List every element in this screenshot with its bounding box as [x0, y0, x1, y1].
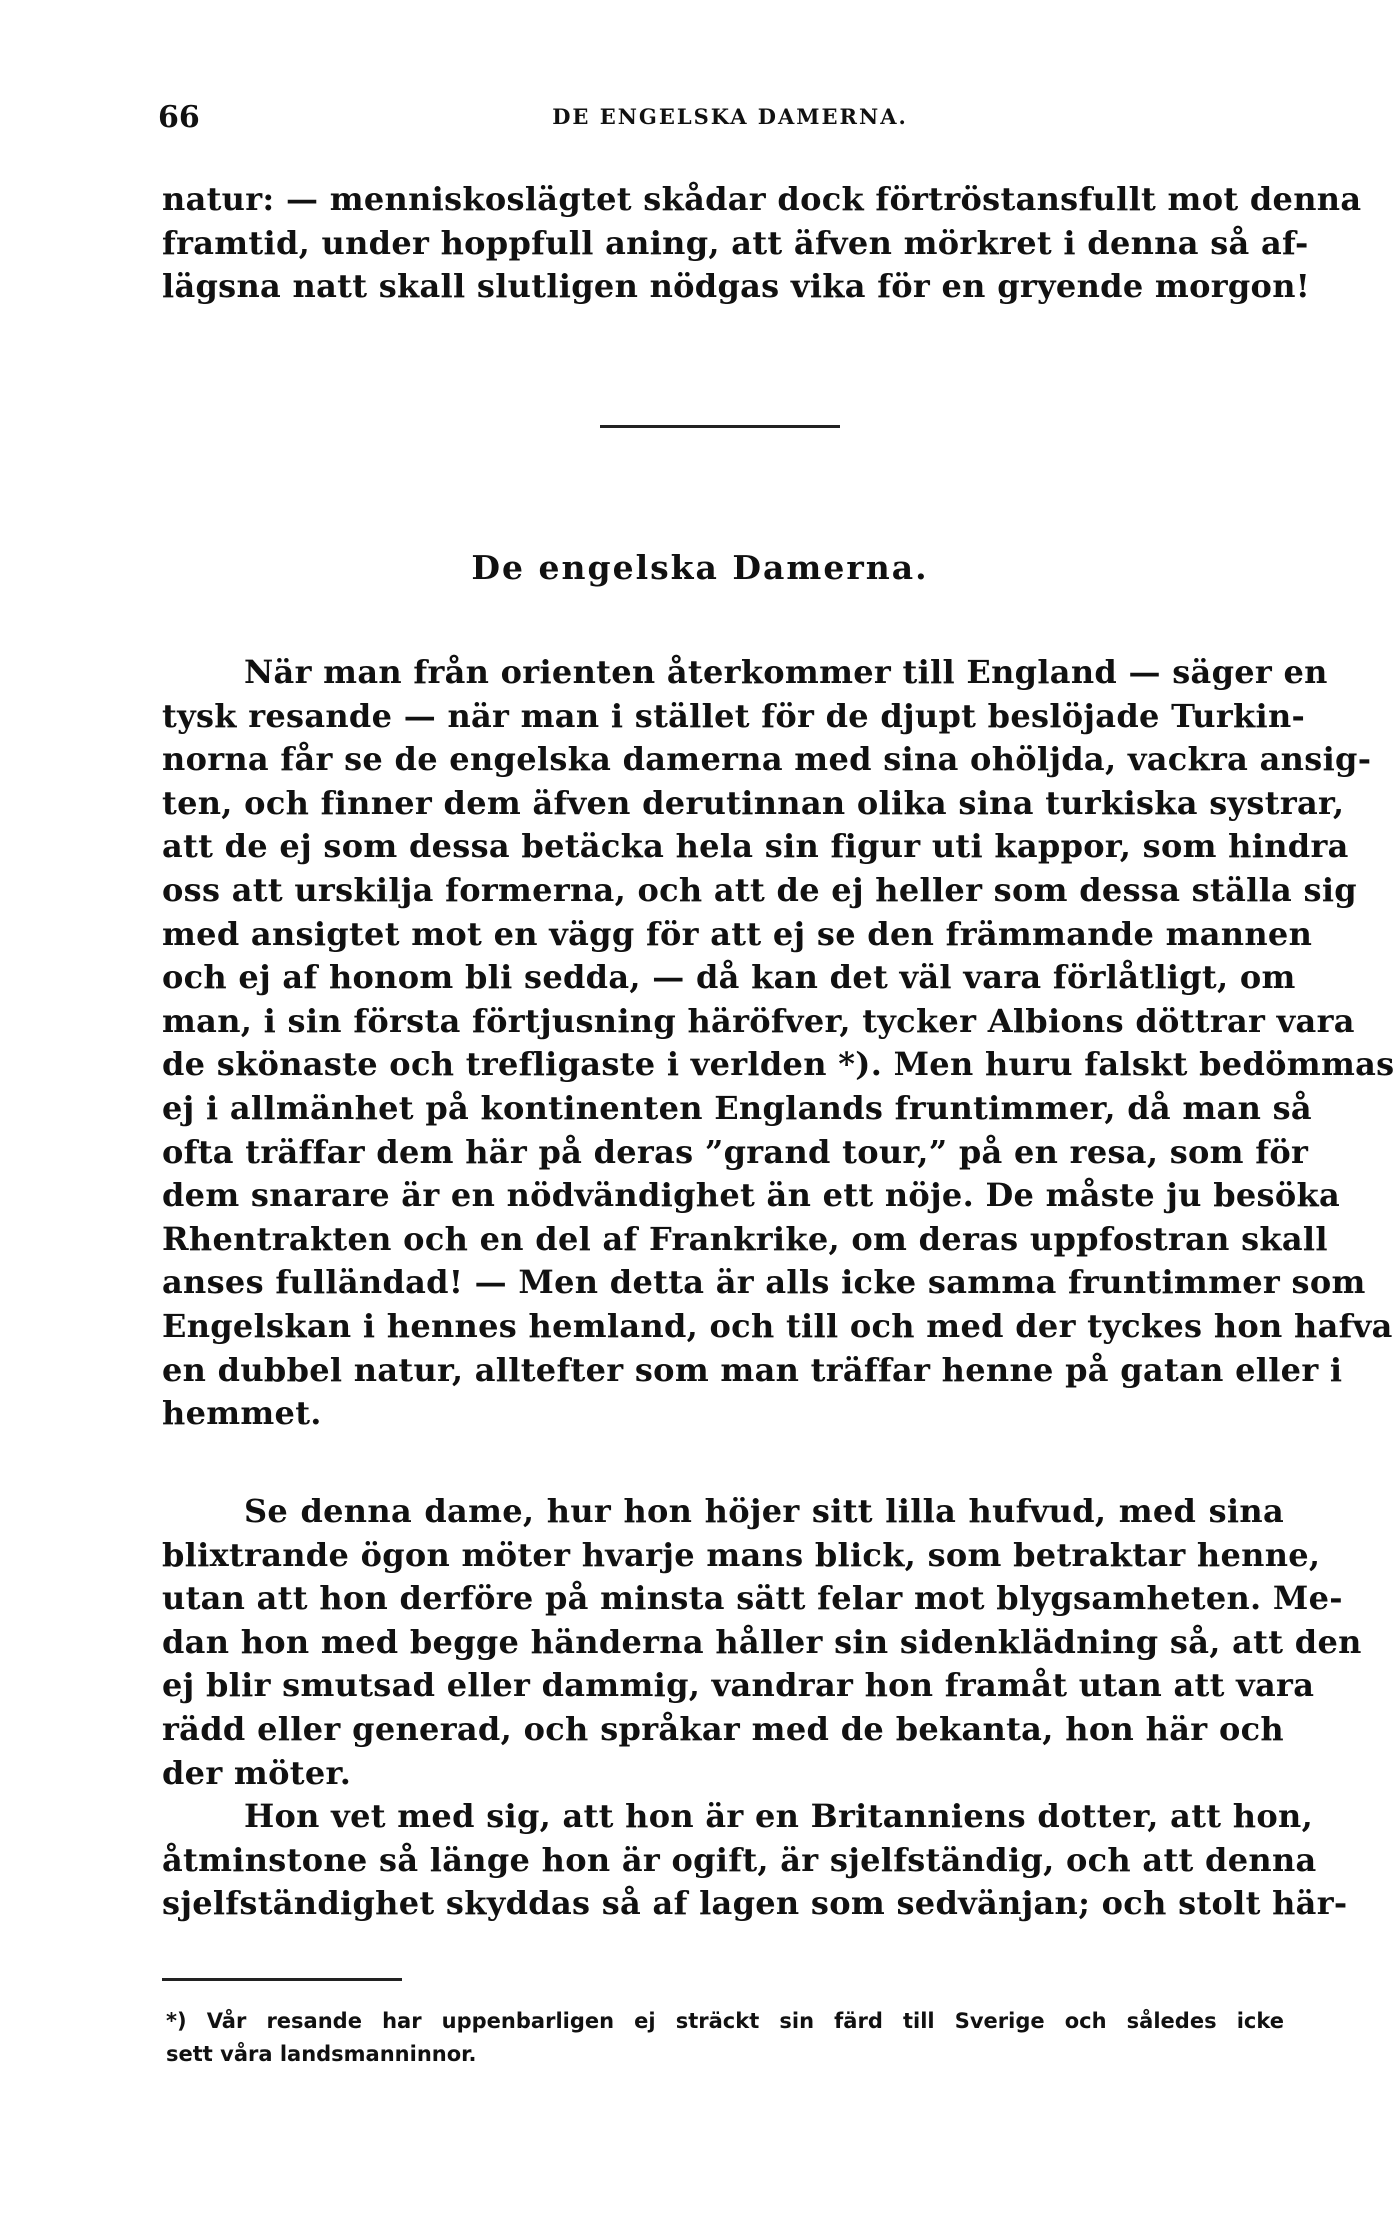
footnote-line: sett våra landsmanninnor. — [166, 2042, 477, 2066]
footnote-rule — [162, 1978, 402, 1981]
running-title: DE ENGELSKA DAMERNA. — [552, 104, 908, 129]
footnote — [166, 2005, 1284, 2071]
text-line: och ej af honom bli sedda, — då kan det väl vara förlåtligt, om — [162, 958, 1296, 997]
text-line: Engelskan i hennes hemland, och till och med der tyckes hon hafva — [162, 1306, 1393, 1345]
text-line: Hon vet med sig, att hon är en Britanniens dotter, att hon, — [244, 1797, 1314, 1835]
text-line: När man från orienten återkommer till England — säger en — [244, 653, 1328, 691]
text-line: man, i sin första förtjusning häröfver, tycker Albions döttrar vara — [162, 1001, 1355, 1040]
text-line: ofta träffar dem här på deras ”grand tour,” på en resa, som för — [162, 1132, 1309, 1171]
text-line: blixtrande ögon möter hvarje mans blick, som betraktar henne, — [162, 1535, 1321, 1574]
text-line: oss att urskilja formerna, och att de ej heller som dessa ställa sig — [162, 870, 1357, 909]
footnote-line: *) Vår resande har uppenbarligen ej sträckt sin färd till Sverige och således icke — [166, 2009, 1284, 2033]
text-line: sjelfständighet skyddas så af lagen som sedvänjan; och stolt här- — [162, 1884, 1348, 1923]
text-line: en dubbel natur, alltefter som man träffar henne på gatan eller i — [162, 1350, 1343, 1389]
text-line: ten, och finner dem äfven derutinnan olika sina turkiska systrar, — [162, 783, 1345, 822]
text-line: framtid, under hoppfull aning, att äfven mörkret i denna så af- — [162, 223, 1309, 262]
paragraph-2 — [162, 1490, 1362, 1795]
text-line: anses fulländad! — Men detta är alls icke samma fruntimmer som — [162, 1263, 1366, 1302]
text-line: rädd eller generad, och språkar med de bekanta, hon här och — [162, 1709, 1284, 1748]
text-line: ej blir smutsad eller dammig, vandrar hon framåt utan att vara — [162, 1666, 1315, 1705]
page-number: 66 — [158, 100, 200, 135]
text-line: dem snarare är en nödvändighet än ett nöje. De måste ju besöka — [162, 1176, 1340, 1215]
paragraph-3 — [162, 1795, 1348, 1926]
text-line: de skönaste och trefligaste i verlden *). Men huru falskt bedömmas — [162, 1045, 1395, 1084]
running-head — [150, 100, 1310, 140]
continuation-paragraph — [162, 178, 1362, 309]
paragraph-1 — [162, 651, 1395, 1436]
text-line: att de ej som dessa betäcka hela sin figur uti kappor, som hindra — [162, 827, 1349, 866]
text-line: lägsna natt skall slutligen nödgas vika för en gryende morgon! — [162, 267, 1311, 306]
text-line: Se denna dame, hur hon höjer sitt lilla hufvud, med sina — [244, 1492, 1284, 1530]
text-line: utan att hon derföre på minsta sätt felar mot blygsamheten. Me- — [162, 1579, 1343, 1618]
text-line: med ansigtet mot en vägg för att ej se den främmande mannen — [162, 914, 1313, 953]
text-line: dan hon med begge händerna håller sin sidenklädning så, att den — [162, 1622, 1362, 1661]
section-divider — [600, 425, 840, 428]
text-line: åtminstone så länge hon är ogift, är sjelfständig, och att denna — [162, 1840, 1317, 1879]
text-line: tysk resande — när man i stället för de djupt beslöjade Turkin- — [162, 696, 1306, 735]
text-line: Rhentrakten och en del af Frankrike, om deras uppfostran skall — [162, 1219, 1328, 1258]
text-line: hemmet. — [162, 1394, 322, 1433]
text-line: natur: — menniskoslägtet skådar dock förtröstansfullt mot denna — [162, 180, 1362, 218]
text-line: der möter. — [162, 1753, 352, 1792]
text-line: norna får se de engelska damerna med sina ohöljda, vackra ansig- — [162, 740, 1372, 779]
text-line: ej i allmänhet på kontinenten Englands fruntimmer, då man så — [162, 1088, 1312, 1127]
section-title: De engelska Damerna. — [471, 548, 929, 587]
